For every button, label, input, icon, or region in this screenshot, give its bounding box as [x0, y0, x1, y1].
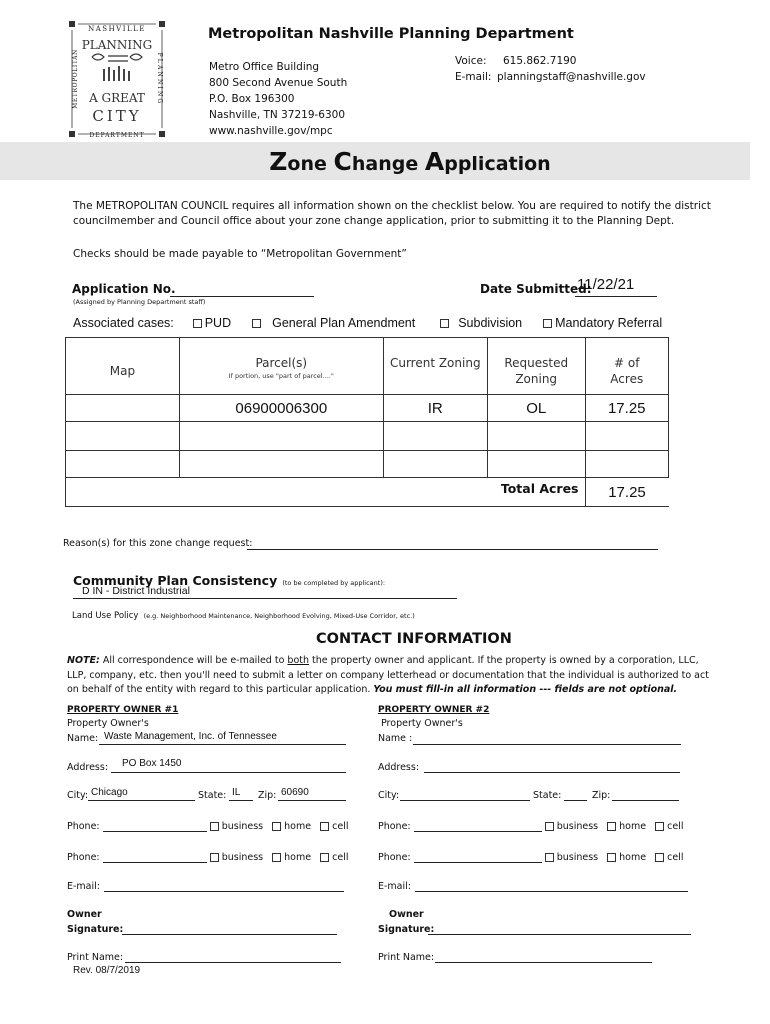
address-line-3: P.O. Box 196300 — [209, 93, 295, 105]
application-no-note: (Assigned by Planning Department staff) — [73, 298, 206, 306]
community-plan-label: Community Plan Consistency — [73, 573, 278, 588]
address-block — [209, 59, 347, 139]
intro-line-1: The METROPOLITAN COUNCIL requires all information shown on the checklist below. You are required to notify the district — [73, 200, 711, 212]
owner2-phone1-home-checkbox[interactable] — [607, 822, 616, 831]
associated-cases-label: Associated cases: — [73, 316, 174, 330]
owner1-heading: PROPERTY OWNER #1 — [67, 705, 179, 715]
owner1-phone2-field[interactable] — [103, 853, 207, 863]
owner2-phone2-field[interactable] — [414, 853, 542, 863]
total-acres-value[interactable]: 17.25 — [585, 478, 669, 507]
date-submitted-label: Date Submitted: — [480, 282, 592, 296]
email-address: planningstaff@nashville.gov — [497, 71, 646, 83]
owner2-zip-field[interactable] — [612, 788, 679, 801]
community-plan-note: (to be completed by applicant): — [282, 579, 386, 587]
owner1-city-label: City: — [67, 790, 89, 801]
checks-note: Checks should be made payable to “Metropolitan Government” — [73, 248, 407, 260]
mandatory-referral-checkbox[interactable] — [543, 319, 552, 328]
owner2-print-name-field[interactable] — [435, 950, 652, 963]
owner1-print-name-label: Print Name: — [67, 952, 124, 963]
owner1-owner-label: Owner — [67, 909, 102, 920]
owner2-phone1-field[interactable] — [414, 822, 542, 832]
owner2-print-name-label: Print Name: — [378, 952, 435, 963]
address-line-1: Metro Office Building — [209, 61, 320, 73]
owner2-email-field[interactable] — [415, 879, 688, 892]
owner1-address-field[interactable]: PO Box 1450 — [122, 758, 182, 769]
requested-zoning-cell[interactable] — [487, 451, 585, 478]
owner2-address-label: Address: — [378, 762, 420, 773]
community-plan-field[interactable]: D IN - District Industrial — [82, 585, 190, 597]
revision-date: Rev. 08/7/2019 — [73, 965, 141, 976]
map-cell[interactable] — [66, 422, 180, 451]
logo-left-text: METROPOLITAN — [72, 49, 79, 109]
logo-top-text: NASHVILLE — [88, 25, 146, 33]
logo-right-text: PLANNING — [156, 52, 163, 106]
owner2-signature-label: Signature: — [378, 924, 435, 935]
parcel-header-note: If portion, use "part of parcel...." — [228, 372, 334, 380]
owner1-print-name-field[interactable] — [125, 950, 341, 963]
owner2-phone2-business-checkbox[interactable] — [545, 853, 554, 862]
reason-field[interactable] — [247, 537, 658, 550]
owner2-phone2-cell-checkbox[interactable] — [655, 853, 664, 862]
associated-cases-row — [73, 316, 662, 330]
owner2-city-field[interactable] — [400, 788, 530, 801]
subdivision-label: Subdivision — [458, 316, 523, 330]
owner1-city-field[interactable]: Chicago — [91, 787, 128, 798]
land-use-policy-label: Land Use Policy — [72, 611, 139, 621]
acres-cell[interactable]: 17.25 — [585, 395, 669, 422]
owner1-signature-label: Signature: — [67, 924, 124, 935]
owner1-phone2-row: Phone: business home cell — [67, 852, 349, 863]
land-use-policy — [72, 603, 415, 622]
owner1-name-label: Name: — [67, 733, 99, 744]
owner2-zip-label: Zip: — [592, 790, 611, 801]
owner1-state-label: State: — [198, 790, 227, 801]
community-plan-line — [73, 586, 457, 599]
owner1-email-label: E-mail: — [67, 881, 100, 892]
owner2-phone1-row: Phone: business home cell — [378, 821, 684, 832]
parcel-cell[interactable] — [179, 451, 383, 478]
owner2-phone2-row: Phone: business home cell — [378, 852, 684, 863]
logo-line3: CITY — [92, 107, 142, 125]
voice-label: Voice: — [455, 55, 487, 67]
application-no-field[interactable] — [170, 284, 314, 297]
owner1-phone2-business-checkbox[interactable] — [210, 853, 219, 862]
owner2-address-field[interactable] — [424, 760, 680, 773]
org-name: Metropolitan Nashville Planning Department — [208, 26, 574, 42]
requested-zoning-cell[interactable]: OL — [487, 395, 585, 422]
voice-number: 615.862.7190 — [503, 55, 577, 67]
owner1-zip-field[interactable]: 60690 — [281, 787, 309, 798]
general-plan-amendment-label: General Plan Amendment — [272, 316, 416, 330]
owner1-signature-field[interactable] — [122, 922, 337, 935]
contact-heading: CONTACT INFORMATION — [316, 631, 512, 647]
owner1-phone1-field[interactable] — [103, 822, 207, 832]
date-submitted-field[interactable]: 11/22/21 — [577, 276, 635, 293]
planning-department-logo — [68, 20, 166, 138]
subdivision-checkbox[interactable] — [440, 319, 449, 328]
address-line-5: www.nashville.gov/mpc — [209, 125, 333, 137]
table-row — [66, 422, 669, 451]
owner2-heading: PROPERTY OWNER #2 — [378, 705, 490, 715]
acres-header: # of Acres — [585, 338, 669, 395]
table-row — [66, 395, 669, 422]
mandatory-referral-label: Mandatory Referral — [555, 316, 663, 330]
owner2-email-label: E-mail: — [378, 881, 411, 892]
owner1-phone2-cell-checkbox[interactable] — [320, 853, 329, 862]
owner2-state-label: State: — [533, 790, 562, 801]
intro-line-2: councilmember and Council office about your zone change application, prior to submitting it to the Planning Dept. — [73, 215, 675, 227]
owner1-phone1-row: Phone: business home cell — [67, 821, 349, 832]
zoning-table — [65, 337, 669, 507]
owner2-phone2-home-checkbox[interactable] — [607, 853, 616, 862]
total-acres-label: Total Acres — [66, 478, 586, 507]
land-use-policy-note: (e.g. Neighborhood Maintenance, Neighborhood Evolving, Mixed-Use Corridor, etc.) — [143, 612, 415, 620]
map-header: Map — [66, 338, 180, 395]
pud-label: PUD — [204, 316, 232, 330]
address-line-2: 800 Second Avenue South — [209, 77, 348, 89]
parcel-header: Parcel(s) If portion, use "part of parcel...." — [179, 338, 383, 395]
acres-cell[interactable] — [585, 422, 669, 451]
parcel-cell[interactable]: 06900006300 — [179, 395, 383, 422]
owner1-address-label: Address: — [67, 762, 109, 773]
total-row — [66, 478, 669, 507]
owner2-phone1-cell-checkbox[interactable] — [655, 822, 664, 831]
owner1-phone2-home-checkbox[interactable] — [272, 853, 281, 862]
owner2-city-label: City: — [378, 790, 400, 801]
owner1-state-field[interactable]: IL — [232, 787, 241, 798]
owner1-phone1-cell-checkbox[interactable] — [320, 822, 329, 831]
owner2-state-field[interactable] — [564, 788, 587, 801]
owner1-email-field[interactable] — [104, 879, 344, 892]
acres-cell[interactable] — [585, 451, 669, 478]
general-plan-amendment-checkbox[interactable] — [252, 319, 261, 328]
owner1-name-field[interactable]: Waste Management, Inc. of Tennessee — [104, 731, 277, 742]
pud-checkbox[interactable] — [193, 319, 202, 328]
logo-line2: A GREAT — [89, 91, 145, 105]
address-line-4: Nashville, TN 37219-6300 — [209, 109, 346, 121]
logo-line1: PLANNING — [81, 38, 153, 52]
owner1-zip-label: Zip: — [258, 790, 277, 801]
owner2-name-label: Name : — [378, 733, 413, 744]
owner2-signature-field[interactable] — [428, 922, 691, 935]
requested-zoning-header: Requested Zoning — [487, 338, 585, 395]
current-zoning-cell[interactable] — [383, 422, 487, 451]
table-row — [66, 451, 669, 478]
contact-note: NOTE: All correspondence will be e-mailed to both the property owner and applicant. If the property is owned by a corporation, LLC, LLP, company, etc. then you'll need to submit a letter on company letterhead or documentation that the individual is authorized to act on behalf of the entity with regard to this particular application. You must fill-in all information --- fields are not optional. — [67, 655, 709, 695]
email-label: E-mail: — [455, 71, 492, 83]
owner1-phone1-business-checkbox[interactable] — [210, 822, 219, 831]
owner1-property-owner-label: Property Owner's — [67, 718, 149, 729]
logo-bottom-text: DEPARTMENT — [89, 132, 145, 138]
table-header-row — [66, 338, 669, 395]
map-cell[interactable] — [66, 451, 180, 478]
reason-label: Reason(s) for this zone change request: — [63, 538, 253, 549]
owner2-phone1-business-checkbox[interactable] — [545, 822, 554, 831]
parcel-cell[interactable] — [179, 422, 383, 451]
application-no-label: Application No. — [72, 282, 176, 296]
owner1-phone1-home-checkbox[interactable] — [272, 822, 281, 831]
map-cell[interactable] — [66, 395, 180, 422]
owner2-owner-label: Owner — [389, 909, 424, 920]
requested-zoning-cell[interactable] — [487, 422, 585, 451]
form-title: Zone Change Application — [269, 147, 551, 176]
current-zoning-cell[interactable]: IR — [383, 395, 487, 422]
owner2-name-field[interactable] — [413, 732, 681, 745]
current-zoning-header: Current Zoning — [383, 338, 487, 395]
owner2-property-owner-label: Property Owner's — [381, 718, 463, 729]
current-zoning-cell[interactable] — [383, 451, 487, 478]
